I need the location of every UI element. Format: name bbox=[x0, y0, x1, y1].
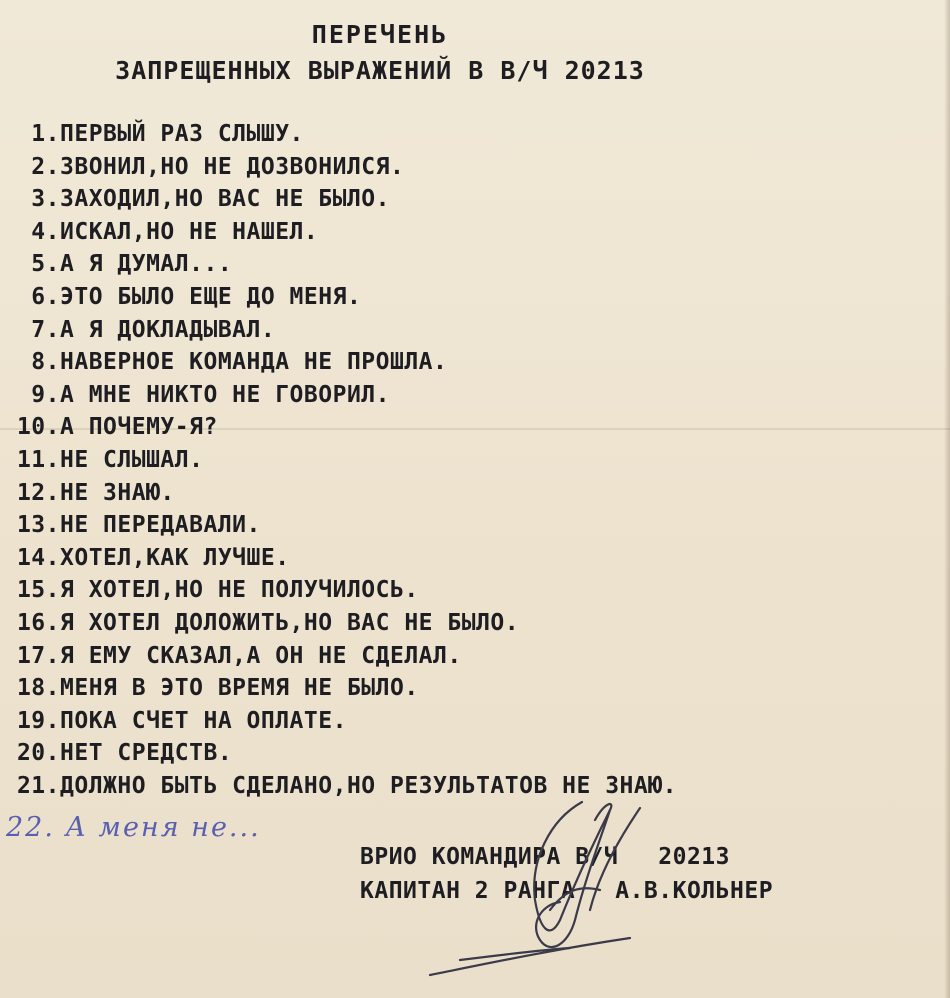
list-item-text: ЭТО БЫЛО ЕЩЕ ДО МЕНЯ. bbox=[60, 283, 362, 310]
list-item-number: 6. bbox=[31, 283, 60, 310]
list-item-number: 5. bbox=[31, 251, 60, 278]
list-item-text: А ПОЧЕМУ-Я? bbox=[60, 414, 218, 441]
signature-rank-line bbox=[360, 874, 950, 908]
list-item bbox=[8, 314, 938, 347]
list-item-text: НЕТ СРЕДСТВ. bbox=[60, 740, 233, 767]
list-item-text: Я ХОТЕЛ,НО НЕ ПОЛУЧИЛОСЬ. bbox=[60, 577, 419, 604]
list-item-text: ПЕРВЫЙ РАЗ СЛЫШУ. bbox=[60, 121, 304, 147]
list-item-number: 7. bbox=[31, 316, 60, 343]
list-item bbox=[8, 542, 938, 575]
list-item-number: 9. bbox=[31, 381, 60, 408]
list-item-number: 12. bbox=[16, 479, 60, 506]
list-item bbox=[8, 183, 938, 216]
signature-position: ВРИО КОМАНДИРА В/Ч bbox=[360, 844, 619, 870]
list-item bbox=[8, 151, 938, 184]
list-item-text: НЕ СЛЫШАЛ. bbox=[60, 446, 204, 473]
list-item-number: 18. bbox=[16, 675, 60, 702]
list-item bbox=[8, 509, 938, 542]
document-header bbox=[0, 18, 760, 88]
list-item bbox=[8, 640, 938, 673]
signature-block bbox=[360, 840, 950, 908]
list-item bbox=[8, 444, 938, 477]
list-item-number: 17. bbox=[16, 642, 60, 669]
list-item-number: 2. bbox=[31, 153, 60, 180]
list-item-text: ИСКАЛ,НО НЕ НАШЕЛ. bbox=[60, 218, 319, 245]
list-item-number: 14. bbox=[16, 544, 60, 571]
list-item-text: ПОКА СЧЕТ НА ОПЛАТЕ. bbox=[60, 707, 347, 734]
list-item bbox=[8, 118, 938, 151]
signature-name: А.В.КОЛЬНЕР bbox=[615, 878, 774, 904]
signature-unit-number: 20213 bbox=[658, 844, 730, 870]
list-item-text: НЕ ПЕРЕДАВАЛИ. bbox=[60, 512, 261, 539]
document-subtitle: ЗАПРЕЩЕННЫХ ВЫРАЖЕНИЙ В В/Ч 20213 bbox=[115, 56, 645, 85]
list-item-text: Я ЕМУ СКАЗАЛ,А ОН НЕ СДЕЛАЛ. bbox=[60, 642, 462, 669]
list-item bbox=[8, 248, 938, 281]
list-item-text: ХОТЕЛ,КАК ЛУЧШЕ. bbox=[60, 544, 290, 571]
list-item-text: ЗАХОДИЛ,НО ВАС НЕ БЫЛО. bbox=[60, 186, 390, 213]
list-item-number: 19. bbox=[16, 707, 60, 734]
list-item bbox=[8, 216, 938, 249]
list-item-text: Я ХОТЕЛ ДОЛОЖИТЬ,НО ВАС НЕ БЫЛО. bbox=[60, 609, 520, 636]
list-item-number: 4. bbox=[31, 218, 60, 245]
list-item-number: 8. bbox=[31, 349, 60, 376]
list-item bbox=[8, 411, 938, 444]
list-item-number: 1. bbox=[31, 121, 60, 147]
list-item-number: 20. bbox=[16, 740, 60, 767]
list-item-number: 13. bbox=[16, 512, 60, 539]
list-item-text: А МНЕ НИКТО НЕ ГОВОРИЛ. bbox=[60, 381, 390, 408]
list-item bbox=[8, 672, 938, 705]
list-item-text: НЕ ЗНАЮ. bbox=[60, 479, 175, 506]
list-item bbox=[8, 705, 938, 738]
list-item bbox=[8, 281, 938, 314]
list-item-text: А Я ДУМАЛ... bbox=[60, 251, 233, 278]
list-item-number: 3. bbox=[31, 186, 60, 213]
document-title: ПЕРЕЧЕНЬ bbox=[311, 20, 449, 49]
signature-rank: КАПИТАН 2 РАНГА bbox=[360, 878, 576, 904]
list-item bbox=[8, 607, 938, 640]
list-item bbox=[8, 379, 938, 412]
list-item-text: ДОЛЖНО БЫТЬ СДЕЛАНО,НО РЕЗУЛЬТАТОВ НЕ ЗНАЮ. bbox=[60, 772, 677, 799]
forbidden-phrases-list bbox=[8, 118, 938, 802]
list-item-text: МЕНЯ В ЭТО ВРЕМЯ НЕ БЫЛО. bbox=[60, 675, 419, 702]
list-item-text: А Я ДОКЛАДЫВАЛ. bbox=[60, 316, 276, 343]
list-item-number: 16. bbox=[16, 609, 60, 636]
list-item-number: 15. bbox=[16, 577, 60, 604]
list-item bbox=[8, 477, 938, 510]
list-item-number: 10. bbox=[16, 414, 60, 441]
list-item bbox=[8, 737, 938, 770]
list-item-number: 11. bbox=[16, 446, 60, 473]
list-item bbox=[8, 770, 938, 803]
signature-position-line bbox=[360, 840, 950, 874]
handwritten-note: 22. А меня не... bbox=[6, 812, 261, 843]
list-item bbox=[8, 574, 938, 607]
list-item bbox=[8, 346, 938, 379]
list-item-text: ЗВОНИЛ,НО НЕ ДОЗВОНИЛСЯ. bbox=[60, 153, 405, 180]
list-item-number: 21. bbox=[16, 772, 60, 799]
list-item-text: НАВЕРНОЕ КОМАНДА НЕ ПРОШЛА. bbox=[60, 349, 448, 376]
